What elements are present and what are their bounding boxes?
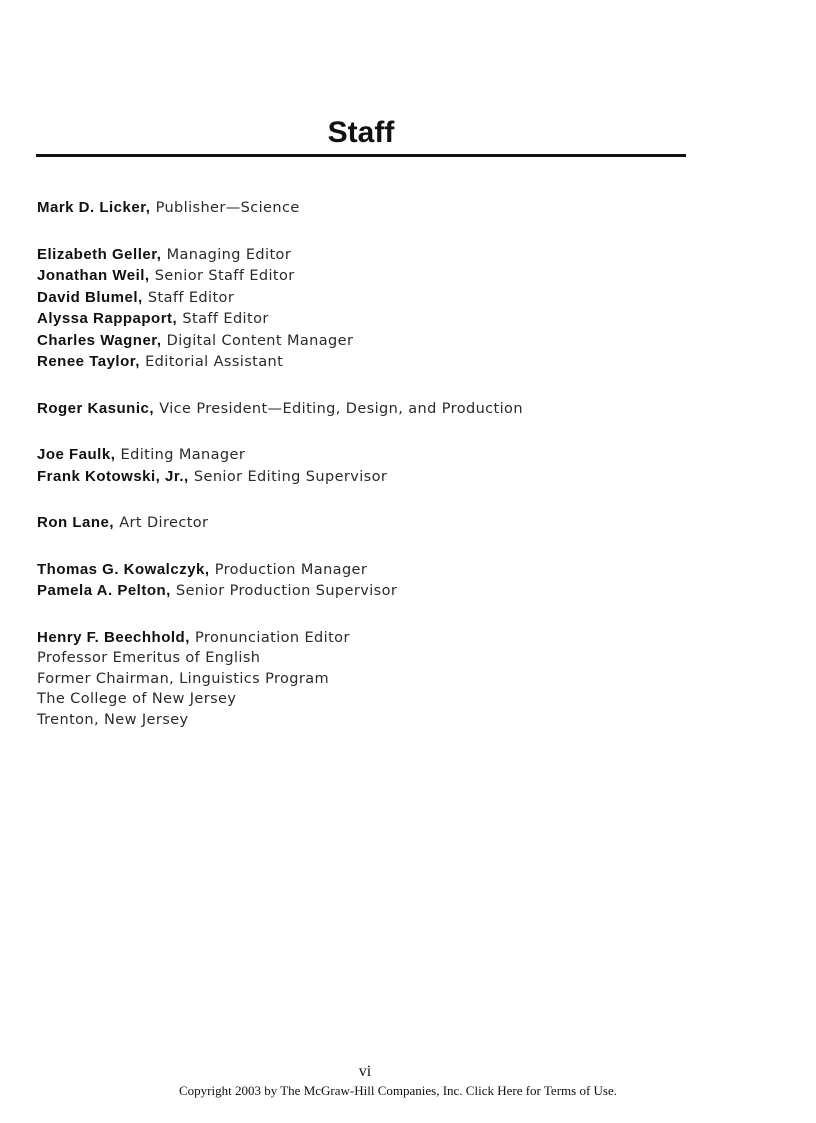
staff-group-vice-president (37, 398, 737, 420)
staff-entry (37, 244, 737, 266)
staff-group-pronunciation (37, 627, 737, 731)
staff-entry (37, 627, 737, 649)
staff-role: Production Manager (214, 561, 368, 578)
staff-role: Senior Production Supervisor (176, 583, 398, 599)
staff-entry (37, 559, 737, 581)
staff-group-art (37, 512, 737, 534)
staff-group-editing (37, 444, 737, 487)
staff-list (37, 197, 737, 755)
staff-role: Publisher—Science (155, 200, 300, 216)
staff-name: Henry F. Beechhold, (37, 628, 190, 646)
staff-entry (37, 197, 737, 219)
staff-role: Editorial Assistant (145, 354, 284, 370)
staff-role: Pronunciation Editor (195, 629, 350, 646)
staff-name: Ron Lane, (37, 514, 115, 531)
staff-entry (37, 466, 737, 488)
staff-entry (37, 265, 737, 287)
staff-name: Charles Wagner, (37, 331, 162, 349)
staff-entry (37, 580, 737, 602)
staff-role: Digital Content Manager (166, 332, 354, 349)
staff-group-publisher (37, 197, 737, 219)
staff-group-production (37, 559, 737, 602)
staff-entry (37, 330, 737, 352)
title-rule (36, 154, 686, 157)
staff-role: Staff Editor (147, 289, 235, 306)
staff-role: Senior Staff Editor (154, 268, 295, 284)
staff-role: Staff Editor (182, 311, 269, 327)
staff-entry (37, 287, 737, 309)
staff-name: Pamela A. Pelton, (37, 582, 171, 599)
staff-entry (37, 444, 737, 466)
staff-role: Editing Manager (120, 447, 246, 463)
copyright-notice[interactable]: Copyright 2003 by The McGraw-Hill Companies, Inc. Click Here for Terms of Use. (179, 1083, 617, 1098)
page-title: Staff (327, 116, 395, 149)
staff-entry (37, 351, 737, 373)
staff-name: Renee Taylor, (37, 353, 140, 370)
staff-name: David Blumel, (37, 288, 143, 306)
staff-role: Vice President—Editing, Design, and Production (159, 400, 523, 417)
staff-name: Jonathan Weil, (37, 267, 150, 284)
staff-name: Roger Kasunic, (37, 399, 155, 417)
page-number: vi (358, 1063, 372, 1080)
staff-name: Frank Kotowski, Jr., (37, 467, 189, 485)
staff-note: The College of New Jersey (37, 691, 237, 707)
staff-note: Former Chairman, Linguistics Program (37, 670, 330, 687)
staff-entry (37, 398, 737, 420)
staff-entry (37, 308, 737, 330)
staff-note: Professor Emeritus of English (37, 650, 261, 666)
staff-role: Senior Editing Supervisor (193, 468, 388, 485)
staff-group-editorial (37, 244, 737, 373)
staff-name: Elizabeth Geller, (37, 245, 162, 263)
staff-entry (37, 512, 737, 534)
staff-name: Mark D. Licker, (37, 199, 151, 216)
staff-role: Managing Editor (166, 246, 292, 263)
staff-role: Art Director (119, 515, 209, 531)
staff-name: Joe Faulk, (37, 446, 116, 463)
staff-name: Thomas G. Kowalczyk, (37, 560, 210, 578)
staff-name: Alyssa Rappaport, (37, 310, 178, 327)
staff-note: Trenton, New Jersey (37, 711, 189, 728)
